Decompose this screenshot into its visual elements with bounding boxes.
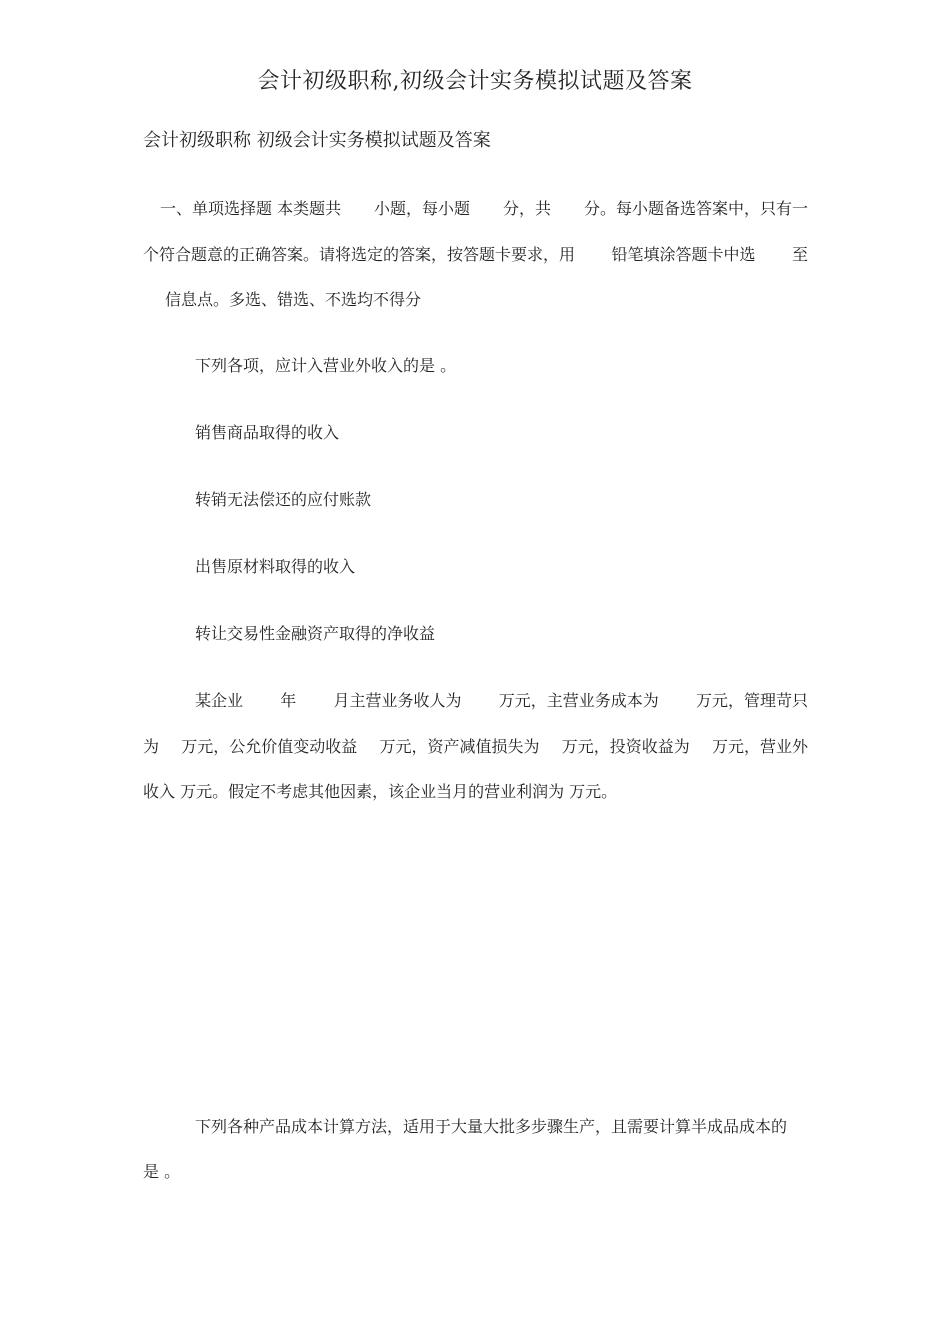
intro-text-segment: 小题，每小题	[374, 199, 471, 218]
question-1-option: 转销无法偿还的应付账款	[195, 490, 372, 509]
question-1-option: 转让交易性金融资产取得的净收益	[195, 624, 436, 643]
question-3-line-1: 下列各种产品成本计算方法，适用于大量大批多步骤生产，且需要计算半成品成本的	[195, 1117, 788, 1136]
intro-text-segment: 至	[791, 245, 808, 264]
question-2-segment: 万元，资产减值损失为	[379, 737, 540, 756]
question-2-segment: 万元，公允价值变动收益	[181, 737, 358, 756]
question-2-segment: 某企业	[195, 691, 244, 710]
section-intro-line-1	[160, 196, 808, 219]
question-1-stem: 下列各项，应计入营业外收入的是 。	[195, 356, 457, 375]
page-title: 会计初级职称,初级会计实务模拟试题及答案	[257, 69, 693, 94]
question-2-segment: 为	[143, 737, 160, 756]
question-1-option: 销售商品取得的收入	[195, 423, 340, 442]
question-2-segment: 万元，主营业务成本为	[498, 691, 659, 710]
question-2-segment: 年	[280, 691, 297, 710]
question-2-line-1	[195, 688, 808, 711]
question-3-line-2: 是 。	[143, 1162, 181, 1181]
intro-text-segment: 分。每小题备选答案中，只有一	[583, 199, 808, 218]
section-intro-line-3: 信息点。多选、错选、不选均不得分	[165, 290, 422, 309]
question-2-segment: 万元，营业外	[711, 737, 808, 756]
intro-text-segment: 分，共	[503, 199, 552, 218]
question-2-line-3: 收入 万元。假定不考虑其他因素，该企业当月的营业利润为 万元。	[143, 782, 618, 801]
intro-text-segment: 一、单项选择题 本类题共	[160, 199, 342, 218]
question-2-segment: 万元，管理苛只	[695, 691, 808, 710]
intro-text-segment: 个符合题意的正确答案。请将选定的答案，按答题卡要求，用	[143, 245, 576, 264]
question-1-option: 出售原材料取得的收入	[195, 557, 356, 576]
question-2-segment: 月主营业务收人为	[333, 691, 462, 710]
intro-text-segment: 铅笔填涂答题卡中选	[611, 245, 756, 264]
question-2-line-2	[143, 734, 808, 757]
question-2-segment: 万元，投资收益为	[561, 737, 690, 756]
section-intro-line-2	[143, 242, 808, 265]
document-subtitle: 会计初级职称 初级会计实务模拟试题及答案	[143, 130, 491, 151]
